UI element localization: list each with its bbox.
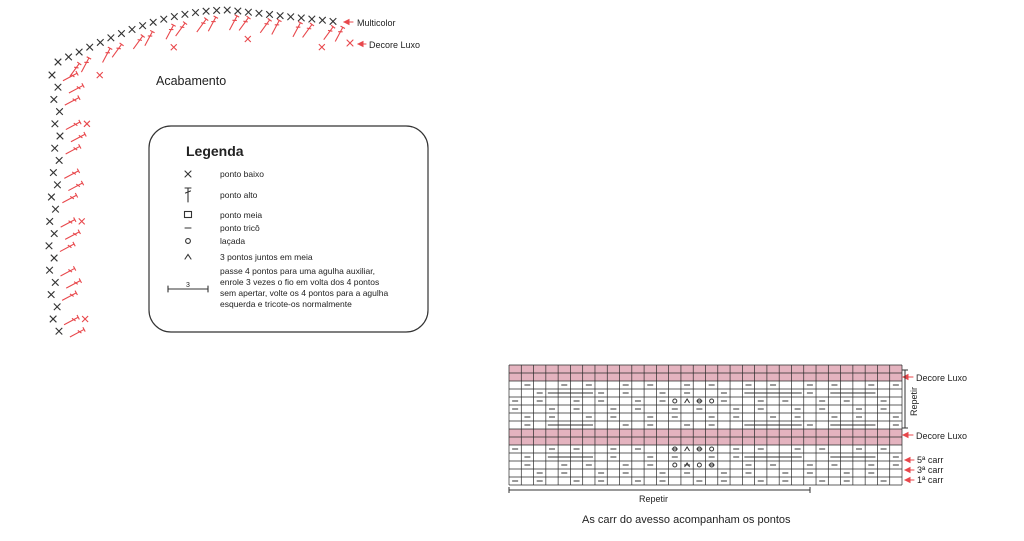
x-mark-icon <box>118 30 125 37</box>
red-x-icon <box>97 72 103 78</box>
tall-stitch-icon <box>258 18 271 34</box>
tall-stitch-icon <box>61 291 77 303</box>
x-mark-icon <box>56 108 63 115</box>
tall-stitch-icon <box>59 217 75 229</box>
x-mark-icon <box>51 96 58 103</box>
tall-stitch-icon <box>322 25 335 41</box>
cable-desc-line-1: passe 4 pontos para uma agulha auxiliar, <box>220 266 375 276</box>
decore-luxo-callout <box>347 40 420 50</box>
x-mark-icon <box>56 157 63 164</box>
chart-decore-luxo-mid: Decore Luxo <box>916 431 968 441</box>
x-mark-icon <box>97 39 104 46</box>
chart-decore-luxo-top: Decore Luxo <box>916 373 968 383</box>
tall-stitch-icon <box>227 15 239 31</box>
legend-label-lacada: laçada <box>220 236 246 246</box>
border-title: Acabamento <box>156 74 227 88</box>
legend-label-ponto-meia: ponto meia <box>220 210 263 220</box>
legend-label-3-pontos: 3 pontos juntos em meia <box>220 252 313 262</box>
tall-stitch-icon <box>195 18 208 34</box>
x-mark-icon <box>330 18 337 25</box>
red-x-icon <box>319 44 325 50</box>
x-mark-icon <box>139 22 146 29</box>
x-mark-icon <box>65 54 72 61</box>
tall-stitch-icon <box>59 242 75 254</box>
tall-stitch-icon <box>64 95 80 107</box>
tall-stitch-icon <box>65 278 81 290</box>
x-mark-icon <box>49 72 56 79</box>
x-mark-icon <box>235 8 242 15</box>
x-mark-icon <box>50 169 57 176</box>
legend-label-ponto-alto: ponto alto <box>220 190 258 200</box>
x-mark-icon <box>298 15 305 22</box>
red-x-icon <box>171 44 177 50</box>
tall-stitch-icon <box>68 62 81 78</box>
tall-stitch-icon <box>63 169 79 181</box>
row-5-label: 5ª carr <box>917 455 944 465</box>
legend-title: Legenda <box>186 143 244 159</box>
x-mark-icon <box>57 133 64 140</box>
multicolor-label: Multicolor <box>357 18 396 28</box>
knitting-chart-grid <box>509 365 902 485</box>
tall-stitch-icon <box>301 23 314 39</box>
x-mark-icon <box>46 267 53 274</box>
tall-stitch-icon <box>237 16 250 32</box>
tall-stitch-icon <box>110 43 123 59</box>
cable-desc-line-3: sem apertar, volte os 4 pontos para a agulha <box>220 288 389 298</box>
x-mark-icon <box>266 11 273 18</box>
legend-box <box>149 126 428 332</box>
x-mark-icon <box>245 9 252 16</box>
cable-desc-line-2: enrole 3 vezes o fio em volta dos 4 pontos <box>220 277 380 287</box>
x-mark-icon <box>55 59 62 66</box>
tall-stitch-icon <box>63 315 79 327</box>
x-mark-icon <box>108 35 115 42</box>
x-mark-icon <box>52 206 59 213</box>
decore-luxo-label: Decore Luxo <box>369 40 421 50</box>
red-x-icon <box>79 218 85 224</box>
circle-icon <box>697 463 701 467</box>
red-x-icon <box>84 121 90 127</box>
tall-stitch-icon <box>65 120 81 132</box>
tall-stitch-icon <box>164 24 176 40</box>
tall-stitch-icon <box>143 30 155 46</box>
x-mark-icon <box>160 16 167 23</box>
row-3-label: 3ª carr <box>917 465 944 475</box>
tall-stitch-icon <box>64 230 80 242</box>
x-mark-icon <box>171 13 178 20</box>
circle-icon <box>673 399 677 403</box>
tall-stitch-icon <box>206 16 218 32</box>
x-mark-icon <box>150 19 157 26</box>
multicolor-callout <box>344 18 396 28</box>
tall-stitch-icon <box>67 181 83 193</box>
x-mark-icon <box>56 328 63 335</box>
red-x-icon <box>245 36 251 42</box>
tall-stitch-icon <box>174 22 187 38</box>
x-mark-icon <box>52 279 59 286</box>
x-mark-icon <box>182 11 189 18</box>
tall-stitch-icon <box>61 193 77 205</box>
row-1-label: 1ª carr <box>917 475 944 485</box>
tall-stitch-icon <box>69 327 85 339</box>
circle-icon <box>710 399 714 403</box>
x-mark-icon <box>50 316 57 323</box>
x-mark-icon <box>213 7 220 14</box>
cable-number: 3 <box>186 282 190 289</box>
tall-stitch-icon <box>291 22 303 38</box>
x-mark-icon <box>46 218 53 225</box>
tall-stitch-icon <box>70 132 86 144</box>
x-mark-icon <box>46 243 53 250</box>
x-mark-icon <box>51 145 58 152</box>
tall-stitch-icon <box>59 266 75 278</box>
x-mark-icon <box>51 230 58 237</box>
tall-stitch-icon <box>131 34 144 50</box>
circle-icon <box>710 447 714 451</box>
x-mark-icon <box>76 49 83 56</box>
legend-label-ponto-baixo: ponto baixo <box>220 169 264 179</box>
caret-up-icon <box>685 399 690 403</box>
x-mark-icon <box>203 8 210 15</box>
x-mark-icon <box>48 194 55 201</box>
x-mark-icon <box>256 10 263 17</box>
x-mark-icon <box>319 17 326 24</box>
tall-stitch-icon <box>62 71 78 83</box>
chart-caption: As carr do avesso acompanham os pontos <box>582 514 791 526</box>
tall-stitch-icon <box>68 83 84 95</box>
cable-desc-line-4: esquerda e tricote-os normalmente <box>220 299 352 309</box>
x-mark-icon <box>129 26 136 33</box>
x-mark-icon <box>55 84 62 91</box>
chart-repetir-vertical: Repetir <box>909 386 919 416</box>
red-x-icon <box>82 316 88 322</box>
x-mark-icon <box>54 304 61 311</box>
red-x-icon <box>347 40 353 46</box>
tall-stitch-icon <box>64 144 80 156</box>
horizontal-repeat-bracket <box>509 487 810 504</box>
x-mark-icon <box>86 44 93 51</box>
caret-up-icon <box>685 447 690 451</box>
x-mark-icon <box>51 255 58 262</box>
x-mark-icon <box>224 7 231 14</box>
x-mark-icon <box>309 16 316 23</box>
x-mark-icon <box>192 9 199 16</box>
tall-stitch-icon <box>100 47 112 63</box>
x-mark-icon <box>52 121 59 128</box>
x-mark-icon <box>277 12 284 19</box>
x-mark-icon <box>54 182 61 189</box>
circle-icon <box>673 463 677 467</box>
legend-label-ponto-trico: ponto tricô <box>220 223 260 233</box>
x-mark-icon <box>287 13 294 20</box>
chart-right-labels <box>902 370 967 485</box>
chart-repetir-horizontal: Repetir <box>639 494 669 504</box>
x-mark-icon <box>48 291 55 298</box>
